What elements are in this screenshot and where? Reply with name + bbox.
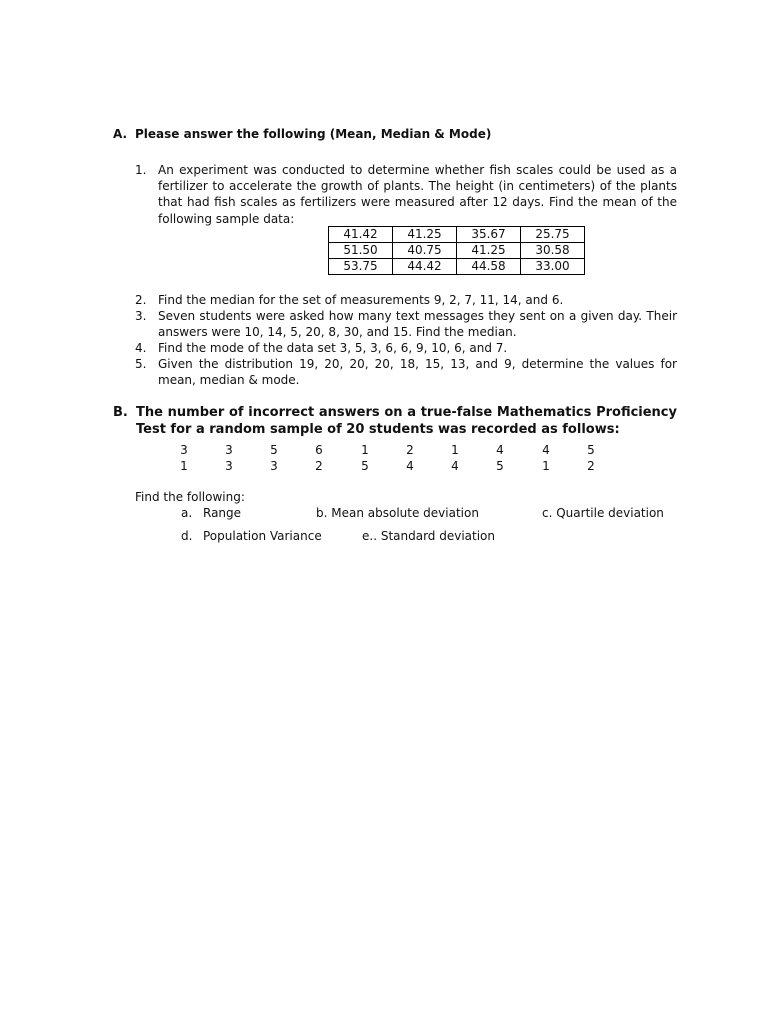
option-d-marker: d. xyxy=(181,529,193,543)
table-row xyxy=(329,227,585,243)
question-3 xyxy=(135,308,677,340)
data-value: 3 xyxy=(225,443,233,457)
table-row xyxy=(329,259,585,275)
table-cell: 44.58 xyxy=(457,259,521,275)
data-value: 3 xyxy=(225,459,233,473)
data-value: 2 xyxy=(587,459,595,473)
data-value: 5 xyxy=(361,459,369,473)
data-value: 3 xyxy=(180,443,188,457)
data-value: 5 xyxy=(496,459,504,473)
data-value: 5 xyxy=(587,443,595,457)
question-4 xyxy=(135,340,677,356)
table-cell: 35.67 xyxy=(457,227,521,243)
table-cell: 41.25 xyxy=(393,227,457,243)
data-value: 1 xyxy=(542,459,550,473)
option-d-population-variance: Population Variance xyxy=(203,529,322,543)
data-value: 5 xyxy=(270,443,278,457)
question-number: 1. xyxy=(135,163,147,177)
section-b-title: The number of incorrect answers on a true-false Mathematics Proficiency Test for a random sample of 20 students was recorded as follows: xyxy=(136,405,677,437)
table-row xyxy=(329,243,585,259)
data-value: 2 xyxy=(406,443,414,457)
data-value: 4 xyxy=(406,459,414,473)
data-value: 1 xyxy=(361,443,369,457)
table-cell: 25.75 xyxy=(521,227,585,243)
option-a-range: Range xyxy=(203,506,242,520)
table-cell: 41.25 xyxy=(457,243,521,259)
section-a-heading xyxy=(113,127,491,141)
data-value: 4 xyxy=(451,459,459,473)
section-b-heading xyxy=(113,404,677,438)
option-b-mean-absolute-deviation: b. Mean absolute deviation xyxy=(316,506,479,520)
option-a-marker: a. xyxy=(181,506,193,520)
data-value: 1 xyxy=(180,459,188,473)
question-number: 2. xyxy=(135,293,147,307)
table-cell: 41.42 xyxy=(329,227,393,243)
incorrect-answers-data xyxy=(162,443,622,475)
question-text: Find the median for the set of measurements 9, 2, 7, 11, 14, and 6. xyxy=(158,293,564,307)
question-number: 5. xyxy=(135,357,147,371)
question-text: An experiment was conducted to determine whether fish scales could be used as a fertilizer to accelerate the growth of plants. The height (in centimeters) of the plants that had fish scales as fertilizers were measured after 12 days. Find the mean of the following sample data: xyxy=(158,163,677,226)
table-cell: 33.00 xyxy=(521,259,585,275)
question-number: 3. xyxy=(135,309,147,323)
data-row xyxy=(162,459,622,475)
data-value: 3 xyxy=(270,459,278,473)
question-text: Given the distribution 19, 20, 20, 20, 18, 15, 13, and 9, determine the values for mean, median & mode. xyxy=(158,357,677,388)
data-value: 4 xyxy=(496,443,504,457)
option-e-standard-deviation: e.. Standard deviation xyxy=(362,529,496,543)
data-value: 4 xyxy=(542,443,550,457)
data-value: 2 xyxy=(315,459,323,473)
table-cell: 40.75 xyxy=(393,243,457,259)
section-a-title: Please answer the following (Mean, Median & Mode) xyxy=(135,127,492,141)
table-cell: 30.58 xyxy=(521,243,585,259)
question-text: Seven students were asked how many text messages they sent on a given day. Their answers were 10, 14, 5, 20, 8, 30, and 15. Find the median. xyxy=(158,309,677,340)
question-5 xyxy=(135,356,677,388)
question-1 xyxy=(135,162,677,227)
table-cell: 51.50 xyxy=(329,243,393,259)
question-2 xyxy=(135,292,677,308)
data-value: 1 xyxy=(451,443,459,457)
table-cell: 44.42 xyxy=(393,259,457,275)
section-b-marker: B. xyxy=(113,405,128,420)
find-following-label: Find the following: xyxy=(135,490,245,504)
question-number: 4. xyxy=(135,341,147,355)
question-text: Find the mode of the data set 3, 5, 3, 6, 6, 9, 10, 6, and 7. xyxy=(158,341,508,355)
data-value: 6 xyxy=(315,443,323,457)
table-cell: 53.75 xyxy=(329,259,393,275)
section-a-marker: A. xyxy=(113,127,128,141)
option-c-quartile-deviation: c. Quartile deviation xyxy=(542,506,664,520)
fish-scales-data-table xyxy=(328,226,585,275)
data-row xyxy=(162,443,622,459)
